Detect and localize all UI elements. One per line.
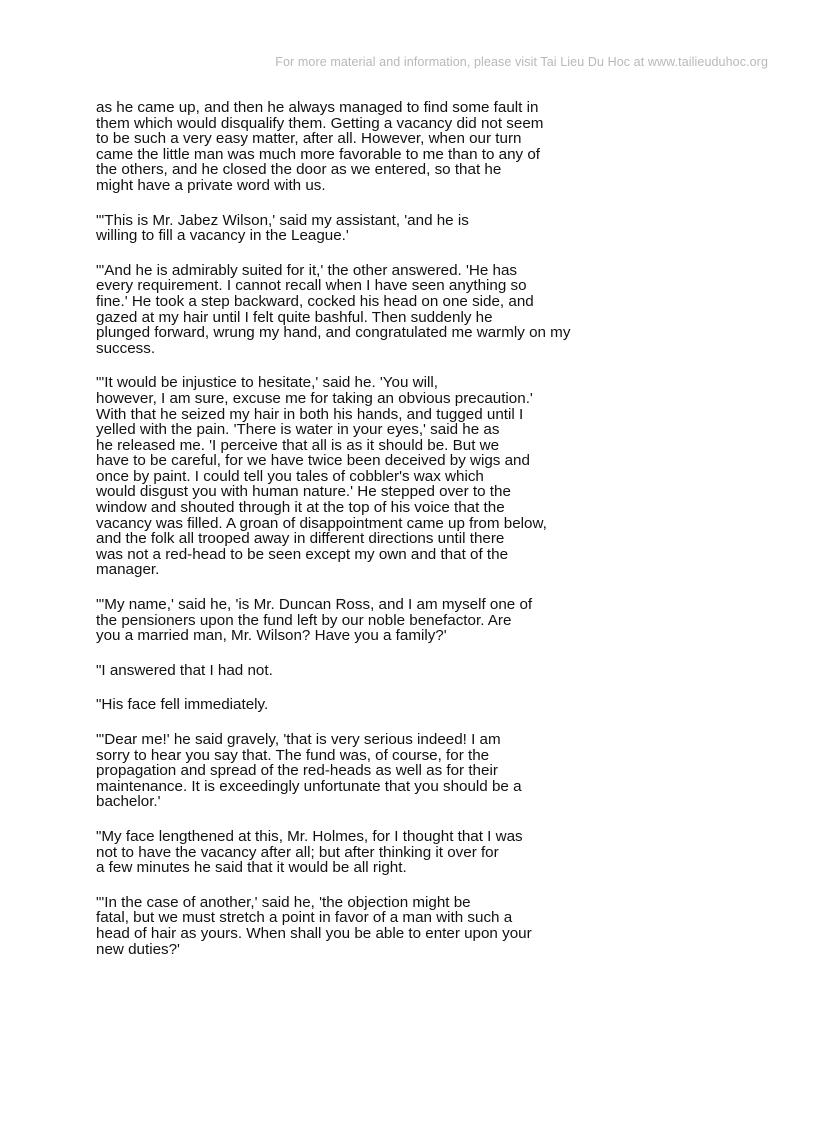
paragraph <box>96 895 596 957</box>
text-line: plunged forward, wrung my hand, and congratulated me warmly on my <box>96 324 571 342</box>
paragraph <box>96 663 596 679</box>
text-line: as he came up, and then he always managed to find some fault in <box>96 99 539 116</box>
text-line: came the little man was much more favorable to me than to any of <box>96 145 541 163</box>
text-line: not to have the vacancy after all; but after thinking it over for <box>96 843 499 861</box>
text-line: have to be careful, for we have twice been deceived by wigs and <box>96 452 530 470</box>
text-line: success. <box>96 339 156 357</box>
text-line: once by paint. I could tell you tales of cobbler's wax which <box>96 467 484 485</box>
text-line: head of hair as yours. When shall you be able to enter upon your <box>96 924 532 942</box>
body-text <box>96 100 596 976</box>
text-line: "'It would be injustice to hesitate,' said he. 'You will, <box>96 374 438 392</box>
text-line: With that he seized my hair in both his hands, and tugged until I <box>96 405 524 423</box>
text-line: the pensioners upon the fund left by our noble benefactor. Are <box>96 611 512 629</box>
text-line: "My face lengthened at this, Mr. Holmes, for I thought that I was <box>96 827 523 845</box>
text-line: maintenance. It is exceedingly unfortunate that you should be a <box>96 777 522 795</box>
text-line: he released me. 'I perceive that all is as it should be. But we <box>96 436 500 454</box>
text-line: gazed at my hair until I felt quite bashful. Then suddenly he <box>96 308 493 326</box>
paragraph <box>96 100 596 194</box>
text-line: the others, and he closed the door as we entered, so that he <box>96 161 502 179</box>
paragraph <box>96 213 596 244</box>
text-line: "'In the case of another,' said he, 'the objection might be <box>96 893 471 911</box>
text-line: yelled with the pain. 'There is water in your eyes,' said he as <box>96 421 500 439</box>
paragraph <box>96 597 596 644</box>
paragraph <box>96 375 596 578</box>
text-line: "'And he is admirably suited for it,' the other answered. 'He has <box>96 261 517 279</box>
text-line: "'My name,' said he, 'is Mr. Duncan Ross, and I am myself one of <box>96 596 533 614</box>
source-notice: For more material and information, please visit Tai Lieu Du Hoc at www.tailieuduhoc.org <box>275 55 768 69</box>
text-line: fine.' He took a step backward, cocked his head on one side, and <box>96 292 534 310</box>
text-line: willing to fill a vacancy in the League.' <box>96 227 349 245</box>
text-line: vacancy was filled. A groan of disappointment came up from below, <box>96 514 547 532</box>
text-line: bachelor.' <box>96 793 161 811</box>
text-line: new duties?' <box>96 940 180 958</box>
text-line: to be such a very easy matter, after all. However, when our turn <box>96 130 522 148</box>
text-line: sorry to hear you say that. The fund was, of course, for the <box>96 746 490 764</box>
text-line: "'This is Mr. Jabez Wilson,' said my assistant, 'and he is <box>96 211 469 229</box>
text-line: "I answered that I had not. <box>96 661 273 679</box>
text-line: window and shouted through it at the top of his voice that the <box>96 499 505 517</box>
text-line: and the folk all trooped away in different directions until there <box>96 530 505 548</box>
paragraph <box>96 697 596 713</box>
text-line: "His face fell immediately. <box>96 696 269 714</box>
text-line: however, I am sure, excuse me for taking an obvious precaution.' <box>96 389 533 407</box>
text-line: would disgust you with human nature.' He stepped over to the <box>96 483 511 501</box>
paragraph <box>96 263 596 357</box>
text-line: "'Dear me!' he said gravely, 'that is very serious indeed! I am <box>96 731 501 748</box>
text-line: them which would disqualify them. Getting a vacancy did not seem <box>96 114 544 132</box>
text-line: manager. <box>96 561 160 579</box>
paragraph <box>96 829 596 876</box>
text-line: propagation and spread of the red-heads as well as for their <box>96 762 498 780</box>
text-line: a few minutes he said that it would be all right. <box>96 859 407 877</box>
text-line: was not a red-head to be seen except my own and that of the <box>96 545 509 563</box>
text-line: you a married man, Mr. Wilson? Have you a family?' <box>96 627 447 645</box>
text-line: might have a private word with us. <box>96 176 326 194</box>
paragraph <box>96 732 596 810</box>
text-line: every requirement. I cannot recall when I have seen anything so <box>96 277 527 295</box>
text-line: fatal, but we must stretch a point in favor of a man with such a <box>96 909 513 927</box>
